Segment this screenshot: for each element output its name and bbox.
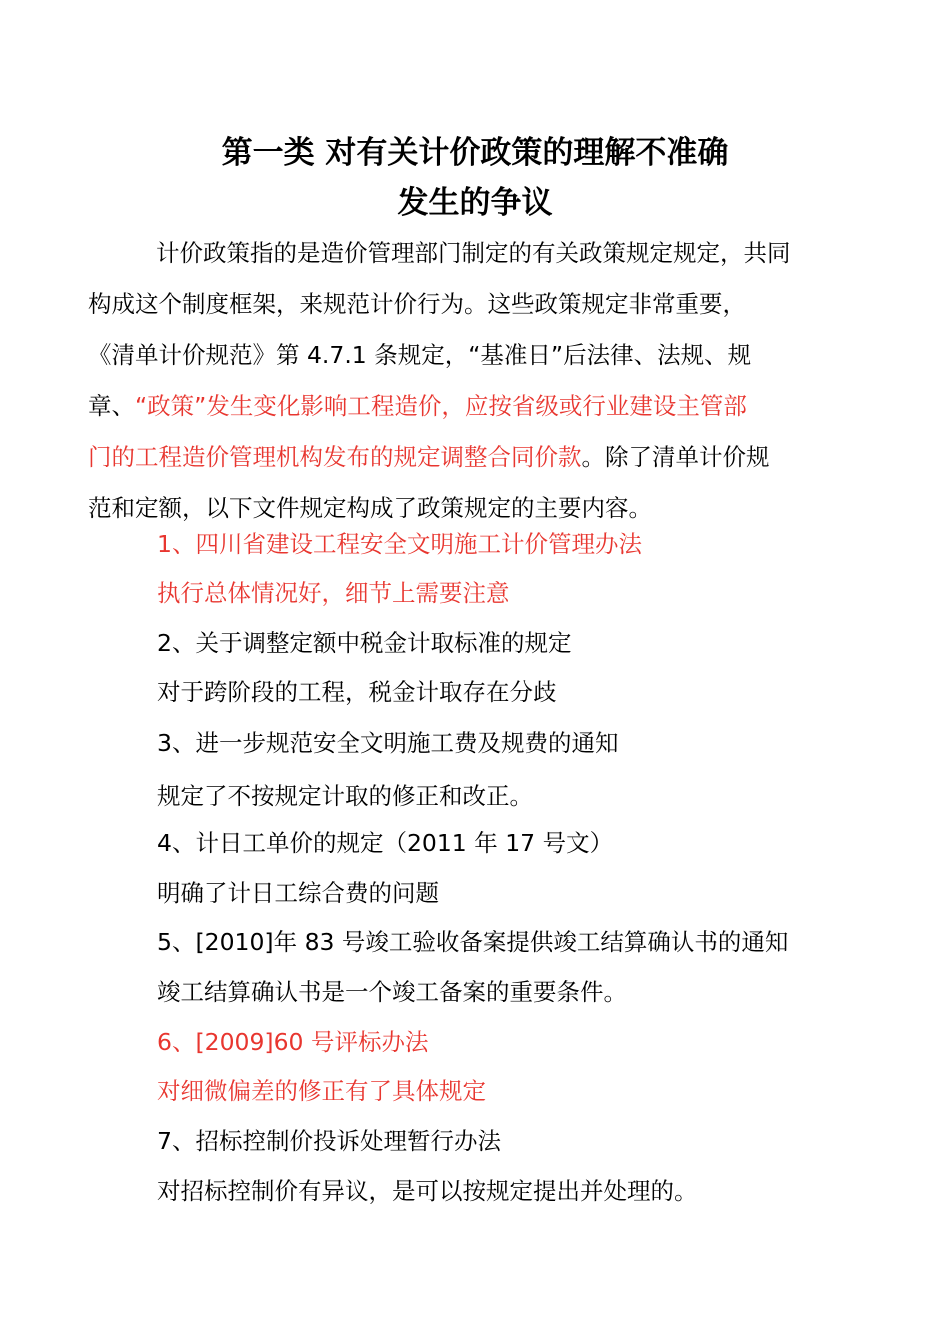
intro-line: [88, 432, 850, 483]
item-6-heading: 6、[2009]60 号评标办法: [157, 1028, 429, 1056]
item-3-note: 规定了不按规定计取的修正和改正。: [157, 782, 533, 810]
intro-line: 范和定额，以下文件规定构成了政策规定的主要内容。: [88, 494, 652, 522]
intro-text: 章、: [88, 392, 135, 420]
document-title-line-2: 发生的争议: [397, 185, 553, 221]
intro-paragraph: [88, 228, 850, 534]
intro-line: 构成这个制度框架，来规范计价行为。这些政策规定非常重要，: [88, 290, 746, 318]
item-5-note: 竣工结算确认书是一个竣工备案的重要条件。: [157, 978, 627, 1006]
item-4-note: 明确了计日工综合费的问题: [157, 879, 439, 907]
intro-line: 《清单计价规范》第 4.7.1 条规定，“基准日”后法律、法规、规: [88, 341, 752, 369]
intro-text: 。除了清单计价规: [581, 443, 770, 471]
item-6-note: 对细微偏差的修正有了具体规定: [157, 1077, 486, 1105]
item-4-heading: 4、计日工单价的规定（2011 年 17 号文）: [157, 829, 614, 857]
intro-highlight-text: 门的工程造价管理机构发布的规定调整合同价款: [88, 443, 582, 471]
item-7-note: 对招标控制价有异议，是可以按规定提出并处理的。: [157, 1177, 698, 1205]
item-1-heading: 1、四川省建设工程安全文明施工计价管理办法: [157, 530, 642, 558]
intro-highlight-text: “政策”发生变化影响工程造价，应按省级或行业建设主管部: [135, 392, 747, 420]
intro-line: [88, 381, 850, 432]
item-1-note: 执行总体情况好，细节上需要注意: [157, 579, 510, 607]
item-2-heading: 2、关于调整定额中税金计取标准的规定: [157, 629, 572, 657]
intro-line: 计价政策指的是造价管理部门制定的有关政策规定规定，共同: [156, 239, 791, 267]
document-title-line-1: 第一类 对有关计价政策的理解不准确: [221, 135, 729, 171]
item-7-heading: 7、招标控制价投诉处理暂行办法: [157, 1127, 501, 1155]
item-3-heading: 3、进一步规范安全文明施工费及规费的通知: [157, 729, 619, 757]
item-2-note: 对于跨阶段的工程，税金计取存在分歧: [157, 678, 557, 706]
item-5-heading: 5、[2010]年 83 号竣工验收备案提供竣工结算确认书的通知: [157, 928, 789, 956]
